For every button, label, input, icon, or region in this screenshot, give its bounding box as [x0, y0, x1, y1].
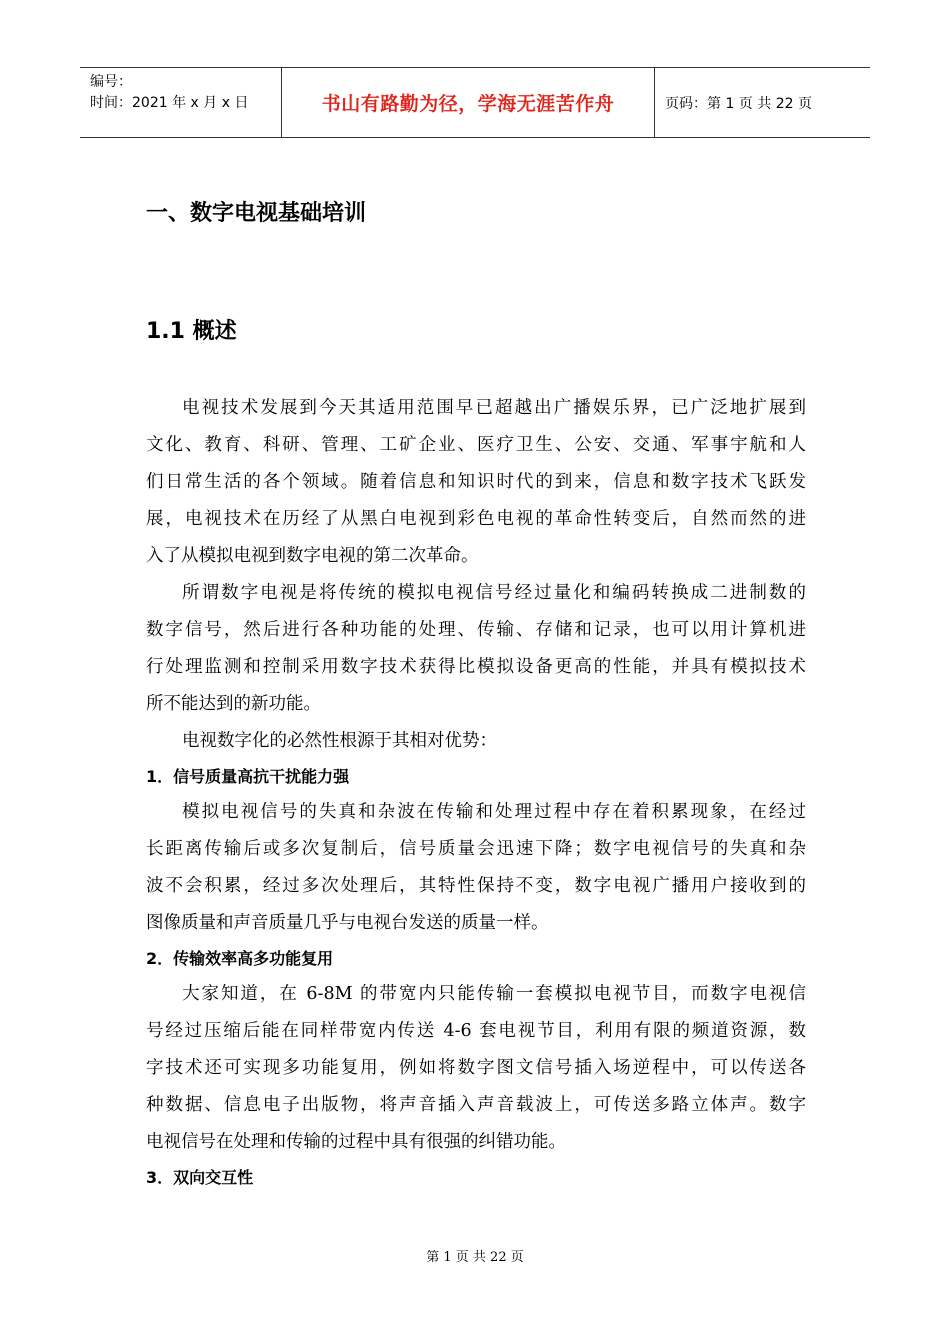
point-heading: 3．双向交互性: [146, 1168, 254, 1187]
paragraph-line: 号经过压缩后能在同样带宽内传送 4-6 套电视节目，利用有限的频道资源，数: [146, 1021, 806, 1041]
page-header: [80, 67, 870, 138]
body-text: [146, 390, 806, 1195]
paragraph-line: 波不会积累，经过多次处理后，其特性保持不变，数字电视广播用户接收到的: [146, 876, 806, 896]
header-page-info: 页码：第 1 页 共 22 页: [665, 95, 812, 112]
point-heading: 2．传输效率高多功能复用: [146, 949, 334, 968]
document-date: 时间：2021 年 x 月 x 日: [90, 95, 249, 111]
paragraph-line: 模拟电视信号的失真和杂波在传输和处理过程中存在着积累现象，在经过: [182, 802, 806, 822]
paragraph-line: 种数据、信息电子出版物，将声音插入声音载波上，可传送多路立体声。数字: [146, 1095, 806, 1115]
header-motto: 书山有路勤为径，学海无涯苦作舟: [321, 93, 615, 115]
page-footer: 第 1 页 共 22 页: [426, 1250, 524, 1265]
point-heading: 1．信号质量高抗干扰能力强: [146, 767, 350, 786]
paragraph-line: 展，电视技术在历经了从黑白电视到彩色电视的革命性转变后，自然而然的进: [146, 509, 806, 529]
section-heading: 1.1 概述: [146, 319, 237, 344]
paragraph-line: 入了从模拟电视到数字电视的第二次革命。: [146, 546, 479, 566]
header-meta: [80, 68, 281, 137]
paragraph-line: 大家知道，在 6-8M 的带宽内只能传输一套模拟电视节目，而数字电视信: [182, 984, 806, 1004]
header-motto-cell: [281, 68, 655, 137]
paragraph-line: 电视信号在处理和传输的过程中具有很强的纠错功能。: [146, 1132, 566, 1152]
document-title: 一、数字电视基础培训: [146, 201, 367, 226]
paragraph-line: 长距离传输后或多次复制后，信号质量会迅速下降；数字电视信号的失真和杂: [146, 839, 806, 859]
paragraph-line: 电视技术发展到今天其适用范围早已超越出广播娱乐界，已广泛地扩展到: [182, 398, 806, 418]
paragraph-line: 数字信号，然后进行各种功能的处理、传输、存储和记录，也可以用计算机进: [146, 620, 806, 640]
paragraph-line: 所不能达到的新功能。: [146, 694, 321, 714]
paragraph-line: 电视数字化的必然性根源于其相对优势：: [182, 731, 497, 751]
document-number-label: 编号：: [90, 74, 132, 90]
paragraph-line: 图像质量和声音质量几乎与电视台发送的质量一样。: [146, 913, 549, 933]
paragraph-line: 文化、教育、科研、管理、工矿企业、医疗卫生、公安、交通、军事宇航和人: [146, 435, 806, 455]
paragraph-line: 们日常生活的各个领域。随着信息和知识时代的到来，信息和数字技术飞跃发: [146, 472, 806, 492]
paragraph-line: 行处理监测和控制采用数字技术获得比模拟设备更高的性能，并具有模拟技术: [146, 657, 806, 677]
paragraph-line: 字技术还可实现多功能复用，例如将数字图文信号插入场逆程中，可以传送各: [146, 1058, 806, 1078]
paragraph-line: 所谓数字电视是将传统的模拟电视信号经过量化和编码转换成二进制数的: [182, 583, 806, 603]
